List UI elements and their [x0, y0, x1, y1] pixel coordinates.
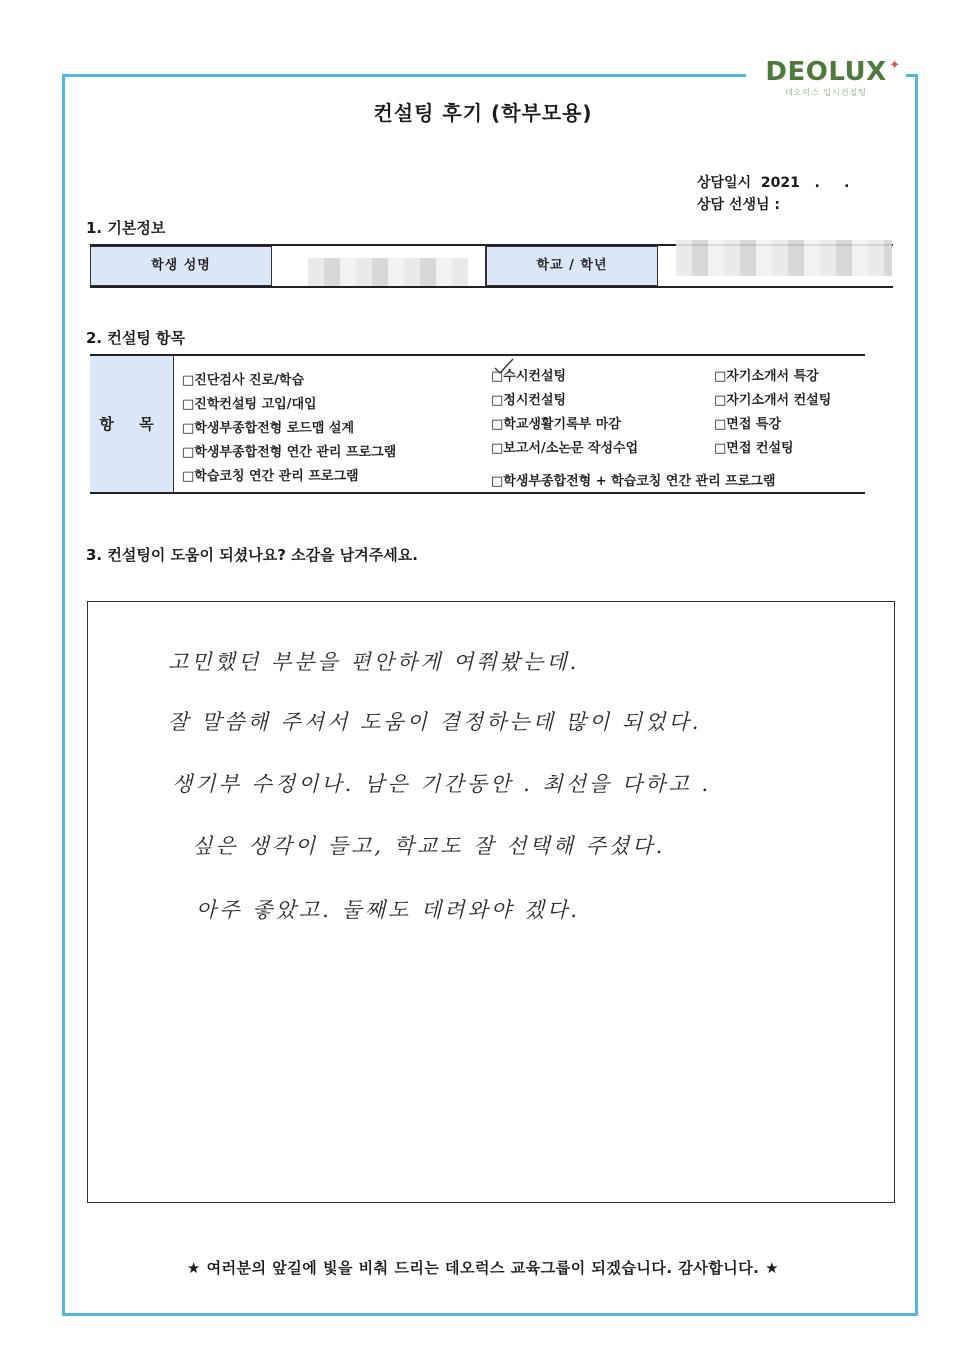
handwriting-line: 잘 말씀해 주셔서 도움이 결정하는데 많이 되었다. — [168, 710, 702, 734]
checkmark-icon — [493, 357, 515, 375]
consulting-items-table — [90, 354, 865, 494]
option-interview-lecture[interactable]: □면접 특강 — [714, 417, 782, 432]
footer-message: ★ 여러분의 앞길에 빛을 비춰 드리는 데오럭스 교육그룹이 되겠습니다. 감사합니다. ★ — [186, 1259, 780, 1277]
student-name-value — [272, 246, 486, 286]
option-diagnosis[interactable]: □진단검사 진로/학습 — [182, 373, 305, 388]
option-early-admission[interactable]: □수시컨설팅 — [491, 365, 566, 384]
items-label: 항 목 — [90, 356, 174, 492]
consult-teacher: 상담 선생님 : — [697, 197, 780, 213]
option-roadmap[interactable]: □학생부종합전형 로드맵 설계 — [182, 421, 355, 436]
handwriting-line: 고민했던 부분을 편안하게 여쭤봤는데. — [168, 650, 580, 674]
handwriting-line: 아주 좋았고. 둘째도 데려와야 겠다. — [196, 898, 581, 922]
option-study-coaching[interactable]: □학습코칭 연간 관리 프로그램 — [182, 469, 359, 484]
handwriting-line: 싶은 생각이 들고, 학교도 잘 선택해 주셨다. — [192, 834, 666, 858]
option-essay-lecture[interactable]: □자기소개서 특강 — [714, 369, 819, 384]
school-grade-value — [658, 246, 893, 286]
section-basic-info-title: 1. 기본정보 — [86, 219, 166, 237]
handwriting-line: 생기부 수정이나. 남은 기간동안 . 최선을 다하고 . — [172, 772, 712, 796]
basic-info-table — [90, 244, 893, 288]
option-report-class[interactable]: □보고서/소논문 작성수업 — [491, 441, 639, 456]
section-items-title: 2. 컨설팅 항목 — [86, 329, 186, 347]
option-annual-program[interactable]: □학생부종합전형 연간 관리 프로그램 — [182, 445, 397, 460]
option-combo-program[interactable]: □학생부종합전형 + 학습코칭 연간 관리 프로그램 — [491, 474, 776, 489]
student-name-label: 학생 성명 — [90, 246, 272, 286]
logo-subtitle: 데오럭스 입시컨설팅 — [784, 88, 868, 97]
option-essay-consulting[interactable]: □자기소개서 컨설팅 — [714, 393, 832, 408]
section-feedback-title: 3. 컨설팅이 도움이 되셨나요? 소감을 남겨주세요. — [86, 546, 418, 564]
consult-date: 상담일시 2021 . . — [697, 175, 850, 191]
page-title: 컨설팅 후기 (학부모용) — [373, 101, 593, 125]
brand-logo — [746, 56, 906, 102]
option-regular-admission[interactable]: □정시컨설팅 — [491, 393, 567, 408]
option-interview-consulting[interactable]: □면접 컨설팅 — [714, 441, 794, 456]
option-admission-consulting[interactable]: □진학컨설팅 고입/대입 — [182, 397, 317, 412]
feedback-box[interactable] — [87, 601, 895, 1203]
star-icon: ✦ — [889, 58, 901, 73]
school-grade-label: 학교 / 학년 — [486, 246, 658, 286]
logo-wordmark: DEOLUX ✦ — [765, 56, 886, 88]
option-record-closing[interactable]: □학교생활기록부 마감 — [491, 417, 621, 432]
